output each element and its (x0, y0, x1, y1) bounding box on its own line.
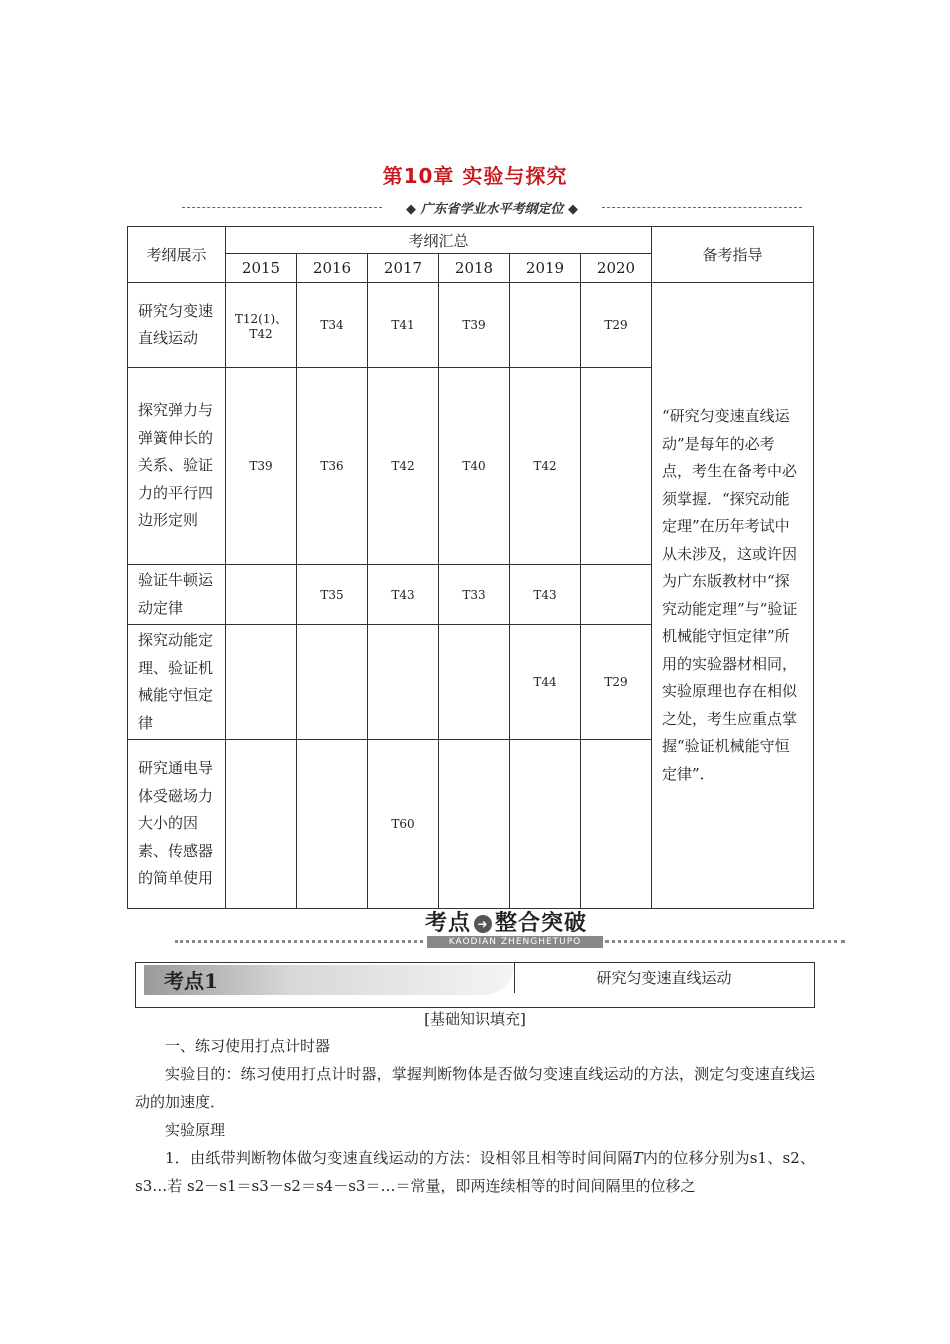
section-banner-left: 考点 (425, 911, 472, 936)
kaodian-title: 研究匀变速直线运动 (596, 969, 732, 987)
cell-2020 (581, 565, 652, 625)
banner-dots-left (175, 940, 423, 943)
table-row (128, 283, 814, 368)
header-topic: 考纲展示 (128, 227, 226, 283)
year-2015: 2015 (226, 254, 297, 283)
cell-2017: T42 (368, 368, 439, 565)
chapter-title: 第10章 实验与探究 (382, 164, 568, 188)
heading-practice: 一、练习使用打点计时器 (165, 1037, 331, 1055)
principle-item-1-c: s1、s2、s3…若 s2－s1＝s3－s2＝s4－s3＝…＝常量，即两连续相等的时间间隔里的位移之 (135, 1149, 815, 1195)
subtitle-text: ◆ 广东省学业水平考纲定位 ◆ (405, 202, 579, 217)
cell-2020 (581, 368, 652, 565)
header-guide: 备考指导 (652, 227, 814, 283)
arrow-right-icon: ➜ (474, 915, 492, 933)
row-topic: 验证牛顿运动定律 (128, 565, 226, 625)
kaodian-tag-label: 考点1 (164, 969, 218, 993)
cell-2019 (510, 283, 581, 368)
section-banner-right: 整合突破 (495, 911, 588, 936)
cell-2016: T34 (297, 283, 368, 368)
year-2020: 2020 (581, 254, 652, 283)
cell-2016 (297, 625, 368, 740)
subtitle-label: 广东省学业水平考纲定位 (420, 202, 564, 217)
year-2019: 2019 (510, 254, 581, 283)
cell-2016: T35 (297, 565, 368, 625)
section-banner-title (425, 906, 587, 937)
experiment-purpose: 实验目的：练习使用打点计时器，掌握判断物体是否做匀变速直线运动的方法，测定匀变速直线运动的加速度． (135, 1065, 815, 1111)
cell-2017: T60 (368, 740, 439, 909)
cell-2018: T33 (439, 565, 510, 625)
cell-2018 (439, 625, 510, 740)
cell-2015 (226, 565, 297, 625)
subtitle-band (182, 198, 802, 216)
cell-2018 (439, 740, 510, 909)
header-summary: 考纲汇总 (226, 227, 652, 254)
banner-dots-right (605, 940, 845, 943)
cell-2016: T36 (297, 368, 368, 565)
row-topic: 探究弹力与弹簧伸长的关系、验证力的平行四边形定则 (128, 368, 226, 565)
cell-2019: T42 (510, 368, 581, 565)
principle-item-1 (135, 1144, 815, 1200)
fill-label: [基础知识填充] (424, 1010, 526, 1028)
cell-2015 (226, 740, 297, 909)
cell-2019: T43 (510, 565, 581, 625)
row-topic: 研究通电导体受磁场力大小的因素、传感器的简单使用 (128, 740, 226, 909)
cell-2017: T41 (368, 283, 439, 368)
subtitle-rule-left (182, 207, 382, 208)
year-2017: 2017 (368, 254, 439, 283)
year-2016: 2016 (297, 254, 368, 283)
cell-2020: T29 (581, 283, 652, 368)
guide-text: “研究匀变速直线运动”是每年的必考点，考生在备考中必须掌握．“探究动能定理”在历年考试中从未涉及，这或许因为广东版教材中“探究动能定理”与“验证机械能守恒定律”所用的实验器材相同，实验原理也存在相似之处，考生应重点掌握“验证机械能守恒定律”． (652, 283, 814, 909)
cell-2015 (226, 625, 297, 740)
cell-2017: T43 (368, 565, 439, 625)
cell-2015: T12(1)、T42 (226, 283, 297, 368)
row-topic: 探究动能定理、验证机械能守恒定律 (128, 625, 226, 740)
cell-2018: T40 (439, 368, 510, 565)
cell-2016 (297, 740, 368, 909)
principle-item-1-b: 内的位移分别为 (642, 1149, 750, 1167)
experiment-principle-heading: 实验原理 (165, 1121, 226, 1139)
row-topic: 研究匀变速直线运动 (128, 283, 226, 368)
principle-item-1-a: 1．由纸带判断物体做匀变速直线运动的方法：设相邻且相等时间间隔 (165, 1149, 633, 1167)
kaodian-tag (144, 965, 514, 995)
cell-2018: T39 (439, 283, 510, 368)
year-2018: 2018 (439, 254, 510, 283)
kaodian-box (135, 962, 815, 1008)
cell-2017 (368, 625, 439, 740)
cell-2015: T39 (226, 368, 297, 565)
cell-2019: T44 (510, 625, 581, 740)
subtitle-rule-right (602, 207, 802, 208)
cell-2019 (510, 740, 581, 909)
section-banner-pinyin: KAODIAN ZHENGHETUPO (427, 936, 603, 948)
exam-outline-table (127, 226, 814, 909)
cell-2020: T29 (581, 625, 652, 740)
cell-2020 (581, 740, 652, 909)
principle-item-1-T: T (632, 1149, 643, 1167)
section-banner (175, 906, 845, 950)
